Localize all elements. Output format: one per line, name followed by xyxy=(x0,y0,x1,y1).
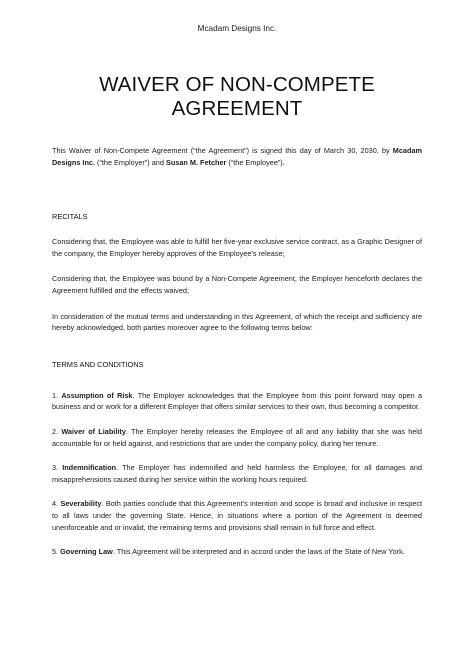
term-title: Indemnification xyxy=(62,463,117,473)
employee-name: Susan M. Fetcher xyxy=(165,157,227,167)
employer-name: Mcadam Designs Inc. xyxy=(52,146,422,167)
term-title: Assumption of Risk xyxy=(61,390,133,400)
term-number: 3. xyxy=(52,463,63,473)
intro-text-1: This Waiver of Non-Compete Agreement (“the Agreement”) is signed this day of March 30, 2030, by xyxy=(52,146,393,155)
recital-paragraph: Considering that, the Employee was bound by a Non-Compete Agreement, the Employer henceforth declares the Agreement fulfilled and the effects waived; xyxy=(52,274,422,295)
term-text: . The Employer acknowledges that the Employee from this point forward may open a business and or work for a different Employer that offers similar services to their own, thus becoming a competitor. xyxy=(52,390,423,412)
terms-heading: TERMS AND CONDITIONS xyxy=(52,359,144,369)
term-item xyxy=(52,426,422,449)
term-text: . The Employer has indemnified and held harmless the Employee, for all damages and misapprehensions caused during her service within the working hours required. xyxy=(52,463,422,484)
intro-paragraph xyxy=(52,145,422,168)
company-name-header: Mcadam Designs Inc. xyxy=(197,24,277,33)
term-item xyxy=(52,462,422,485)
term-title: Governing Law xyxy=(60,547,113,557)
intro-text-2: (“the Employer”) and xyxy=(94,157,166,167)
term-item xyxy=(52,498,422,533)
term-number: 5. xyxy=(52,547,61,557)
intro-text-3: (“the Employee”). xyxy=(226,157,285,167)
recital-paragraph: Considering that, the Employee was able to fulfill her five-year exclusive service contract, as a Graphic Designer of the company, the Employer hereby approves of the Employee’s release; xyxy=(52,237,422,258)
document-title: WAIVER OF NON-COMPETE AGREEMENT xyxy=(99,73,375,120)
recital-paragraph: In consideration of the mutual terms and understanding in this Agreement, of which the receipt and sufficiency are hereby acknowledged, both parties moreover agree to the following terms below: xyxy=(52,311,422,333)
term-number: 1. xyxy=(52,390,62,400)
term-item xyxy=(52,546,422,558)
recitals-heading: RECITALS xyxy=(52,212,88,222)
term-item xyxy=(52,390,422,413)
term-title: Severability xyxy=(60,499,102,509)
term-number: 2. xyxy=(52,426,62,436)
term-number: 4. xyxy=(52,499,61,509)
term-text: . Both parties conclude that this Agreement’s intention and scope is broad and inclusive in respect to all laws under the governing State. Hence, in situations where a portion of the Agreement is deemed unenforceable and or invalid, the remaining terms and provisions shall remain in full force and effect. xyxy=(52,499,422,532)
term-text: . The Employer hereby releases the Employee of all and any liability that she was held accountable for or held against, and restrictions that are under the company policy, during her tenure. xyxy=(52,426,422,448)
term-title: Waiver of Liability xyxy=(61,426,126,436)
term-text: . This Agreement will be interpreted and in accord under the laws of the State of New York. xyxy=(112,547,405,557)
